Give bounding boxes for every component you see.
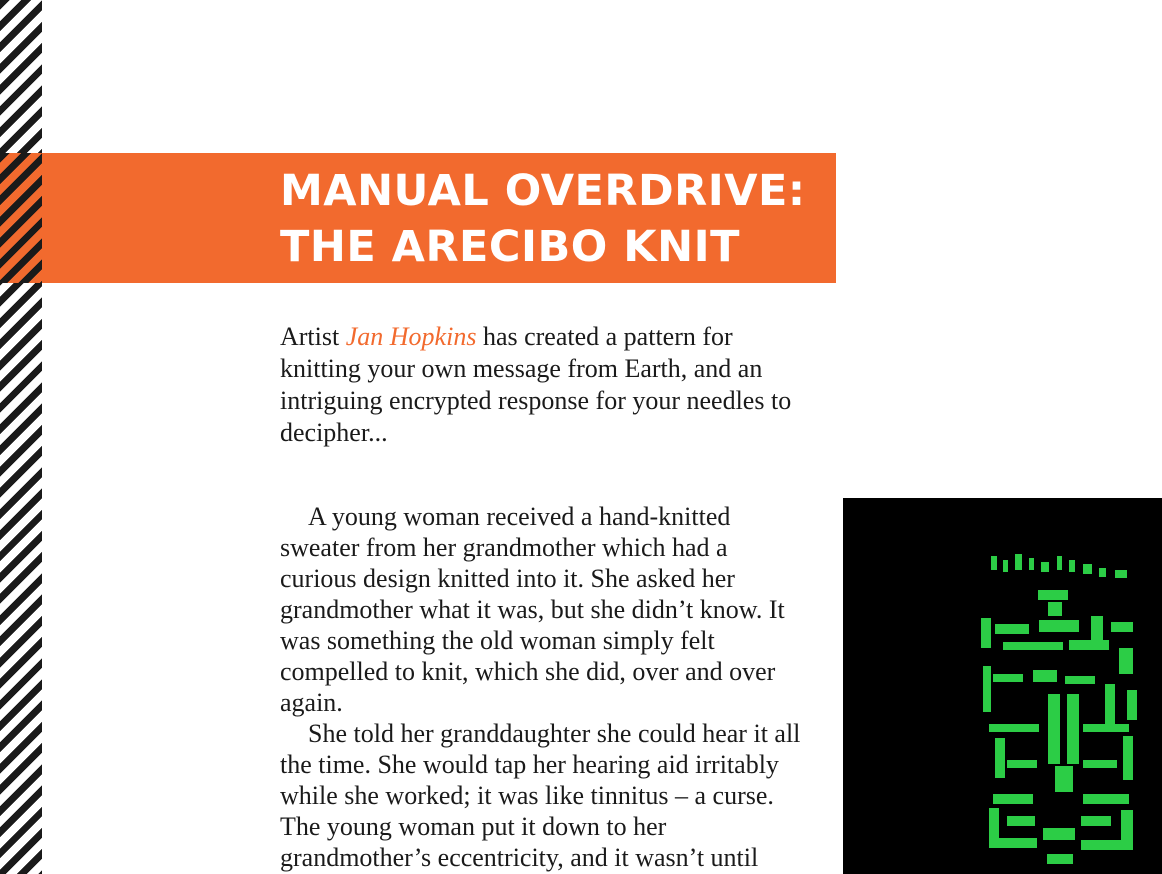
body-paragraph-2: She told her granddaughter she could hear it all the time. She would tap her hearing aid irritably while she worked; it was like tinnitus – a curse. The young woman put it down to her grandmother’s eccentricity, and it wasn’t until: [280, 719, 801, 872]
intro-prefix: Artist: [280, 322, 346, 351]
left-stripe-border-accent: [0, 153, 42, 283]
article-title-line-2: THE ARECIBO KNIT: [280, 222, 740, 272]
arecibo-knit-illustration: [843, 498, 1162, 874]
left-stripe-border: [0, 0, 42, 874]
artist-name: Jan Hopkins: [345, 322, 477, 351]
body-paragraph-1: A young woman received a hand-knitted sweater from her grandmother which had a curious design knitted into it. She asked her grandmother what it was, but she didn’t know. It was something the old woman simply felt compelled to knit, which she did, over and over again.: [280, 502, 785, 717]
knit-photo: [843, 498, 1162, 874]
article-intro: [280, 321, 800, 449]
intro-suffix: has created a pattern for knitting your own message from Earth, and an intriguing encrypted response for your needles to decipher...: [280, 322, 792, 447]
article-title-line-1: MANUAL OVERDRIVE:: [280, 166, 806, 216]
title-banner: [42, 153, 836, 283]
article-body: [280, 501, 810, 873]
